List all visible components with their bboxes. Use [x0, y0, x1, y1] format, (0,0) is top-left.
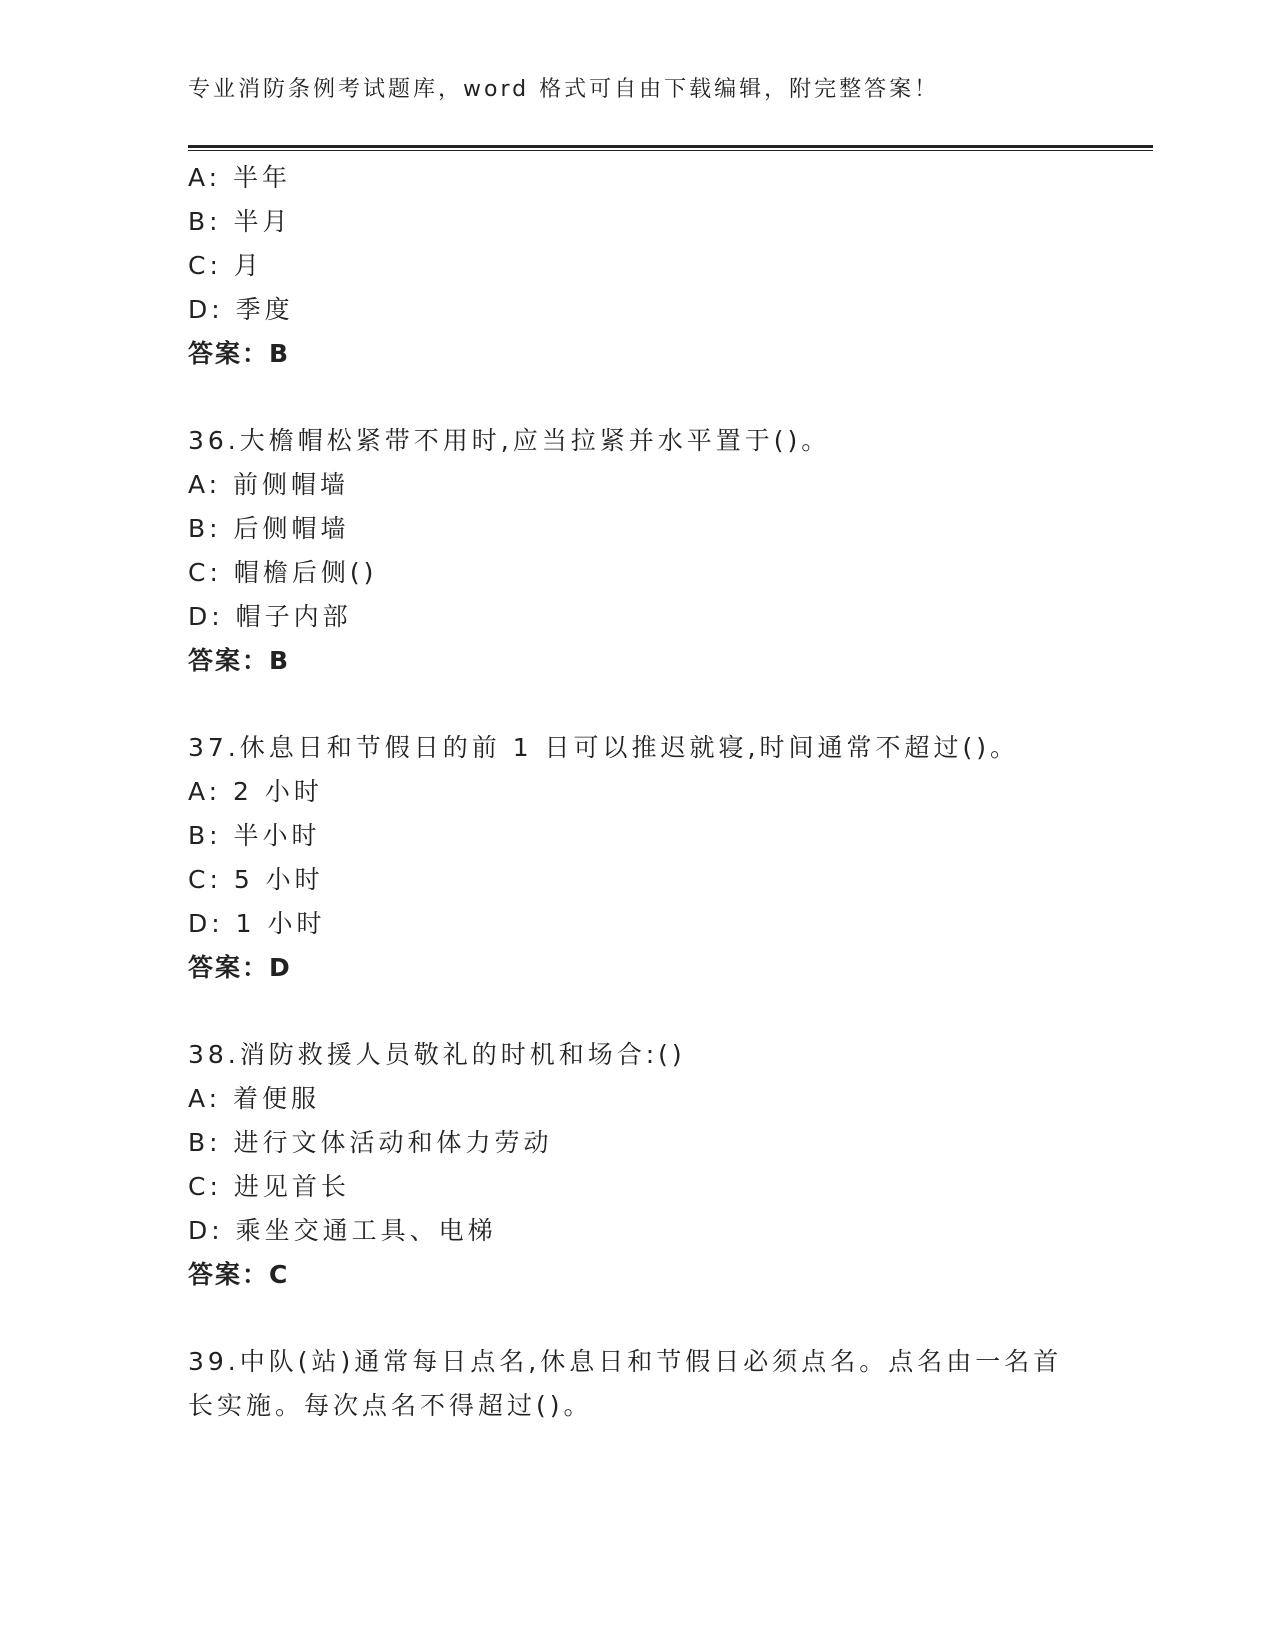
header-rule-thin: [188, 150, 1153, 151]
question-39-continued: 长实施。每次点名不得超过()。: [188, 1391, 593, 1420]
question-37: 37.休息日和节假日的前 1 日可以推迟就寝,时间通常不超过()。: [188, 733, 1020, 762]
option-a: A: 2 小时: [188, 777, 323, 806]
option-c: C: 月: [188, 251, 263, 280]
header-rule: [188, 145, 1153, 148]
option-a: A: 着便服: [188, 1084, 321, 1113]
answer: 答案：D: [188, 953, 292, 982]
option-c: C: 帽檐后侧(): [188, 558, 378, 587]
option-d: D: 1 小时: [188, 909, 326, 938]
option-d: D: 季度: [188, 295, 294, 324]
option-b: B: 半小时: [188, 821, 321, 850]
answer: 答案：B: [188, 339, 291, 368]
option-a: A: 前侧帽墙: [188, 470, 350, 499]
option-b: B: 半月: [188, 207, 292, 236]
answer: 答案：C: [188, 1260, 290, 1289]
question-36: 36.大檐帽松紧带不用时,应当拉紧并水平置于()。: [188, 426, 831, 455]
option-d: D: 帽子内部: [188, 602, 352, 631]
question-38: 38.消防救援人员敬礼的时机和场合:(): [188, 1040, 686, 1069]
option-c: C: 进见首长: [188, 1172, 350, 1201]
question-39: 39.中队(站)通常每日点名,休息日和节假日必须点名。点名由一名首: [188, 1347, 1063, 1376]
option-b: B: 进行文体活动和体力劳动: [188, 1128, 553, 1157]
option-a: A: 半年: [188, 163, 292, 192]
option-b: B: 后侧帽墙: [188, 514, 350, 543]
page-header: 专业消防条例考试题库，word 格式可自由下载编辑，附完整答案！: [188, 77, 940, 102]
answer: 答案：B: [188, 646, 291, 675]
option-c: C: 5 小时: [188, 865, 324, 894]
option-d: D: 乘坐交通工具、电梯: [188, 1216, 497, 1245]
